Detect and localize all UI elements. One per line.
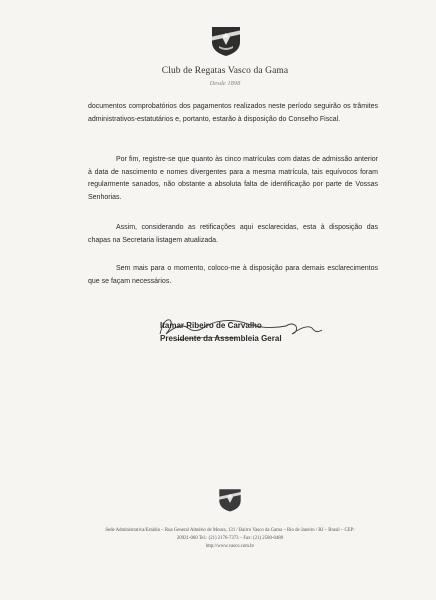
club-crest-logo xyxy=(208,24,244,58)
paragraph-matriculas: Por fim, registre-se que quanto às cinco matrículas com datas de admissão anterior à data de nascimento e nomes divergentes para a mesma matrícula, tais equívocos foram regularmente sanados, não obstante a absoluta falta de identificação por parte de Vossas Senhorias. xyxy=(88,156,378,201)
footer-crest-logo xyxy=(216,487,244,513)
paragraph-fiscal: documentos comprobatórios dos pagamentos realizados neste período seguirão os trâmites administrativos-estatutários e, portanto, estarão à disposição do Conselho Fiscal. xyxy=(88,103,378,123)
signer-role: Presidente da Assembleia Geral xyxy=(160,334,282,343)
footer-phone: 20921-060 Tel.: (21) 2176-7373 – Fax: (21) 2580-0488 xyxy=(176,536,284,541)
paragraph-retificacoes: Assim, considerando as retificações aqui esclarecidas, esta à disposição das chapas na Secretaria listagem atualizada. xyxy=(88,224,378,244)
club-since: Desde 1898 xyxy=(209,80,241,87)
footer-website-link[interactable]: http://www.vasco.com.br xyxy=(205,544,255,549)
footer-address: Sede Administrativa/Estádio – Rua General Almério de Moura, 131 / Bairro Vasco da Gama – Rio de Janeiro / RJ – Brasil – CEP: xyxy=(105,528,355,533)
signer-name: Itamar Ribeiro de Carvalho xyxy=(160,321,262,330)
paragraph-closing: Sem mais para o momento, coloco-me à disposição para demais esclarecimentos que se façam necessários. xyxy=(88,265,378,285)
club-name: Club de Regatas Vasco da Gama xyxy=(161,66,289,76)
